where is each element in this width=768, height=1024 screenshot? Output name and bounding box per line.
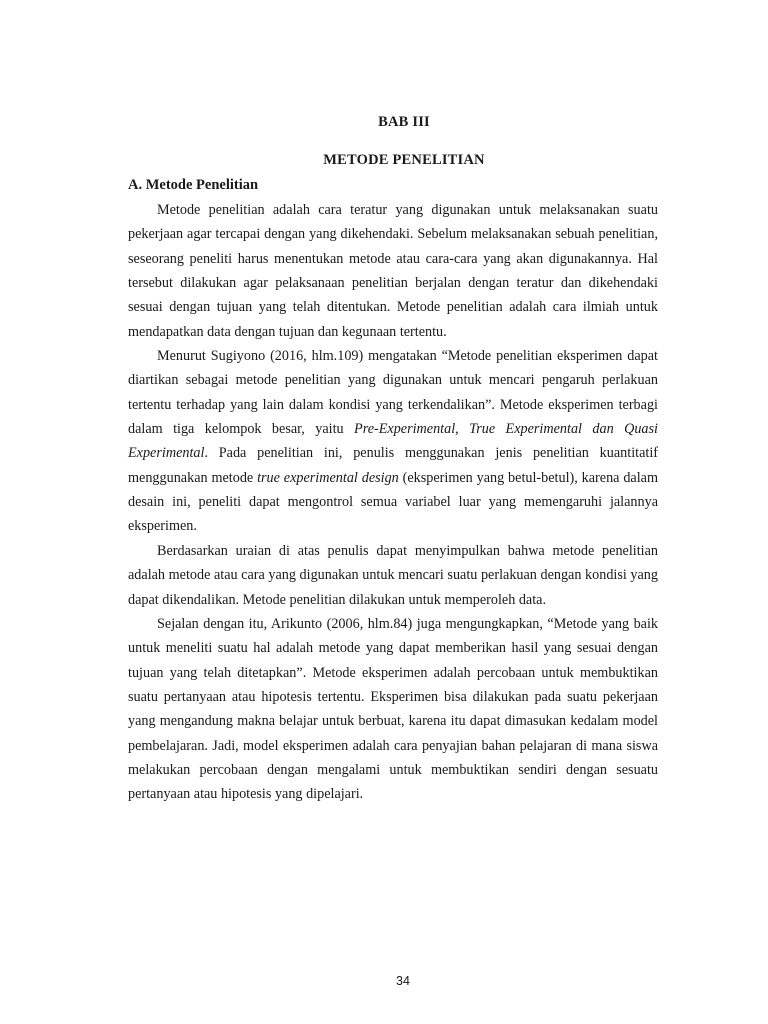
paragraph-text: Berdasarkan uraian di atas penulis dapat menyimpulkan bahwa metode penelitian adalah metode atau cara yang digunakan untuk mencari suatu perlakuan dengan kondisi yang dapat dikendalikan. Metode penelitian dilakukan untuk memperoleh data. [128, 542, 658, 608]
paragraph-2 [128, 344, 658, 539]
paragraph-text: . Pada penelitian ini, penulis menggunakan jenis penelitian kuantitatif menggunakan metode [128, 445, 658, 486]
paragraph-text: Metode penelitian adalah cara teratur yang digunakan untuk melaksanakan suatu pekerjaan agar tercapai dengan yang dikehendaki. Sebelum melaksanakan sebuah penelitian, seseorang peneliti harus menentukan metode atau cara-cara yang akan digunakannya. Hal tersebut dilakukan agar pelaksanaan penelitian berjalan dengan teratur dan dikehendaki sesuai dengan tujuan yang telah ditentukan. Metode penelitian adalah cara ilmiah untuk mendapatkan data dengan tujuan dan kegunaan tertentu. [128, 202, 658, 340]
paragraph-1 [128, 198, 658, 344]
paragraph-text: Menurut Sugiyono (2016, hlm.109) mengatakan “Metode penelitian eksperimen dapat diartikan sebagai metode penelitian yang digunakan untuk mencari pengaruh perlakuan tertentu terhadap yang lain dalam kondisi yang terkendalikan”. Metode eksperimen terbagi dalam tiga kelompok besar, yaitu [128, 348, 658, 438]
chapter-number: BAB III [378, 114, 430, 130]
page-number: 34 [396, 974, 410, 988]
paragraph-text: Sejalan dengan itu, Arikunto (2006, hlm.84) juga mengungkapkan, “Metode yang baik untuk meneliti suatu hal adalah metode yang dapat memberikan hasil yang sesuai dengan tujuan yang telah ditetapkan”. Metode eksperimen adalah percobaan untuk membuktikan suatu pertanyaan atau hipotesis tertentu. Eksperimen bisa dilakukan pada suatu pekerjaan yang mengandung makna belajar untuk berbuat, karena itu dapat dimasukan kedalam model pembelajaran. Jadi, model eksperimen adalah cara penyajian bahan pelajaran di mana siswa melakukan percobaan dengan mengalami untuk membuktikan sendiri dengan sesuatu pertanyaan atau hipotesis yang dipelajari. [128, 615, 658, 803]
italic-term: true experimental design [257, 469, 399, 486]
italic-term: Pre-Experimental, True Experimental dan Quasi Experimental [128, 421, 658, 462]
chapter-title: METODE PENELITIAN [323, 152, 485, 168]
paragraph-text: (eksperimen yang betul-betul), karena dalam desain ini, peneliti dapat mengontrol semua variabel luar yang memengaruhi jalannya eksperimen. [128, 469, 658, 535]
paragraph-4 [128, 612, 658, 807]
paragraph-3 [128, 539, 658, 612]
section-heading: A. Metode Penelitian [128, 177, 259, 193]
body-text [128, 198, 658, 807]
